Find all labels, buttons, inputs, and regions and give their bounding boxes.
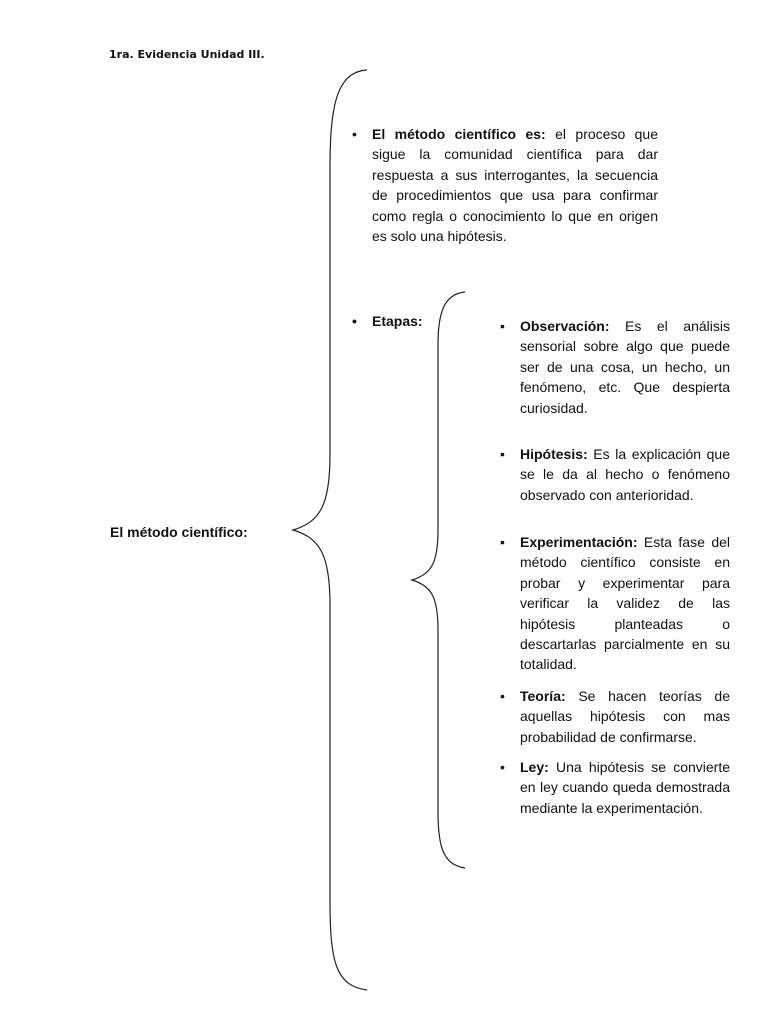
etapas-item (352, 311, 452, 331)
definition-item (352, 124, 658, 246)
bullet-dot: • (500, 759, 505, 775)
stage-text: Esta fase del método científico consiste en probar y experimentar para verificar la validez de las hipótesis planteadas o descartarlas parcialmente en su totalidad. (520, 534, 730, 673)
stage-term: Hipótesis: (520, 446, 588, 462)
stage-term: Experimentación: (520, 534, 638, 550)
stage-text: Se hacen teorías de aquellas hipótesis con mas probabilidad de confirmarse. (520, 688, 730, 745)
stage-item-observacion (500, 316, 730, 418)
stage-item-teoria (500, 686, 730, 747)
stage-item-ley (500, 757, 730, 818)
stage-term: Observación: (520, 318, 610, 334)
stage-term: Teoría: (520, 688, 566, 704)
bullet-dot: • (352, 126, 357, 142)
document-header: 1ra. Evidencia Unidad III. (109, 48, 265, 61)
etapas-label: Etapas: (372, 313, 423, 329)
stage-text: Una hipótesis se convierte en ley cuando queda demostrada mediante la experimentación. (520, 759, 730, 816)
stage-text: Es el análisis sensorial sobre algo que puede ser de una cosa, un hecho, un fenómeno, etc. Que despierta curiosidad. (520, 318, 730, 416)
bullet-dot: • (500, 534, 505, 550)
bullet-dot: • (352, 313, 357, 329)
main-topic-label: El método científico: (110, 524, 248, 540)
stage-item-hipotesis (500, 444, 730, 505)
stage-item-experimentacion (500, 532, 730, 675)
bullet-dot: • (500, 688, 505, 704)
stage-text: Es la explicación que se le da al hecho o fenómeno observado con anterioridad. (520, 446, 730, 503)
bullet-dot: • (500, 446, 505, 462)
main-brace (293, 70, 367, 990)
definition-term: El método científico es: (372, 126, 546, 142)
stage-term: Ley: (520, 759, 549, 775)
bullet-dot: • (500, 318, 505, 334)
definition-text: el proceso que sigue la comunidad científica para dar respuesta a sus interrogantes, la secuencia de procedimientos que usa para confirmar como regla o conocimiento lo que en origen es solo una hipótesis. (372, 126, 658, 245)
etapas-brace (412, 292, 465, 868)
